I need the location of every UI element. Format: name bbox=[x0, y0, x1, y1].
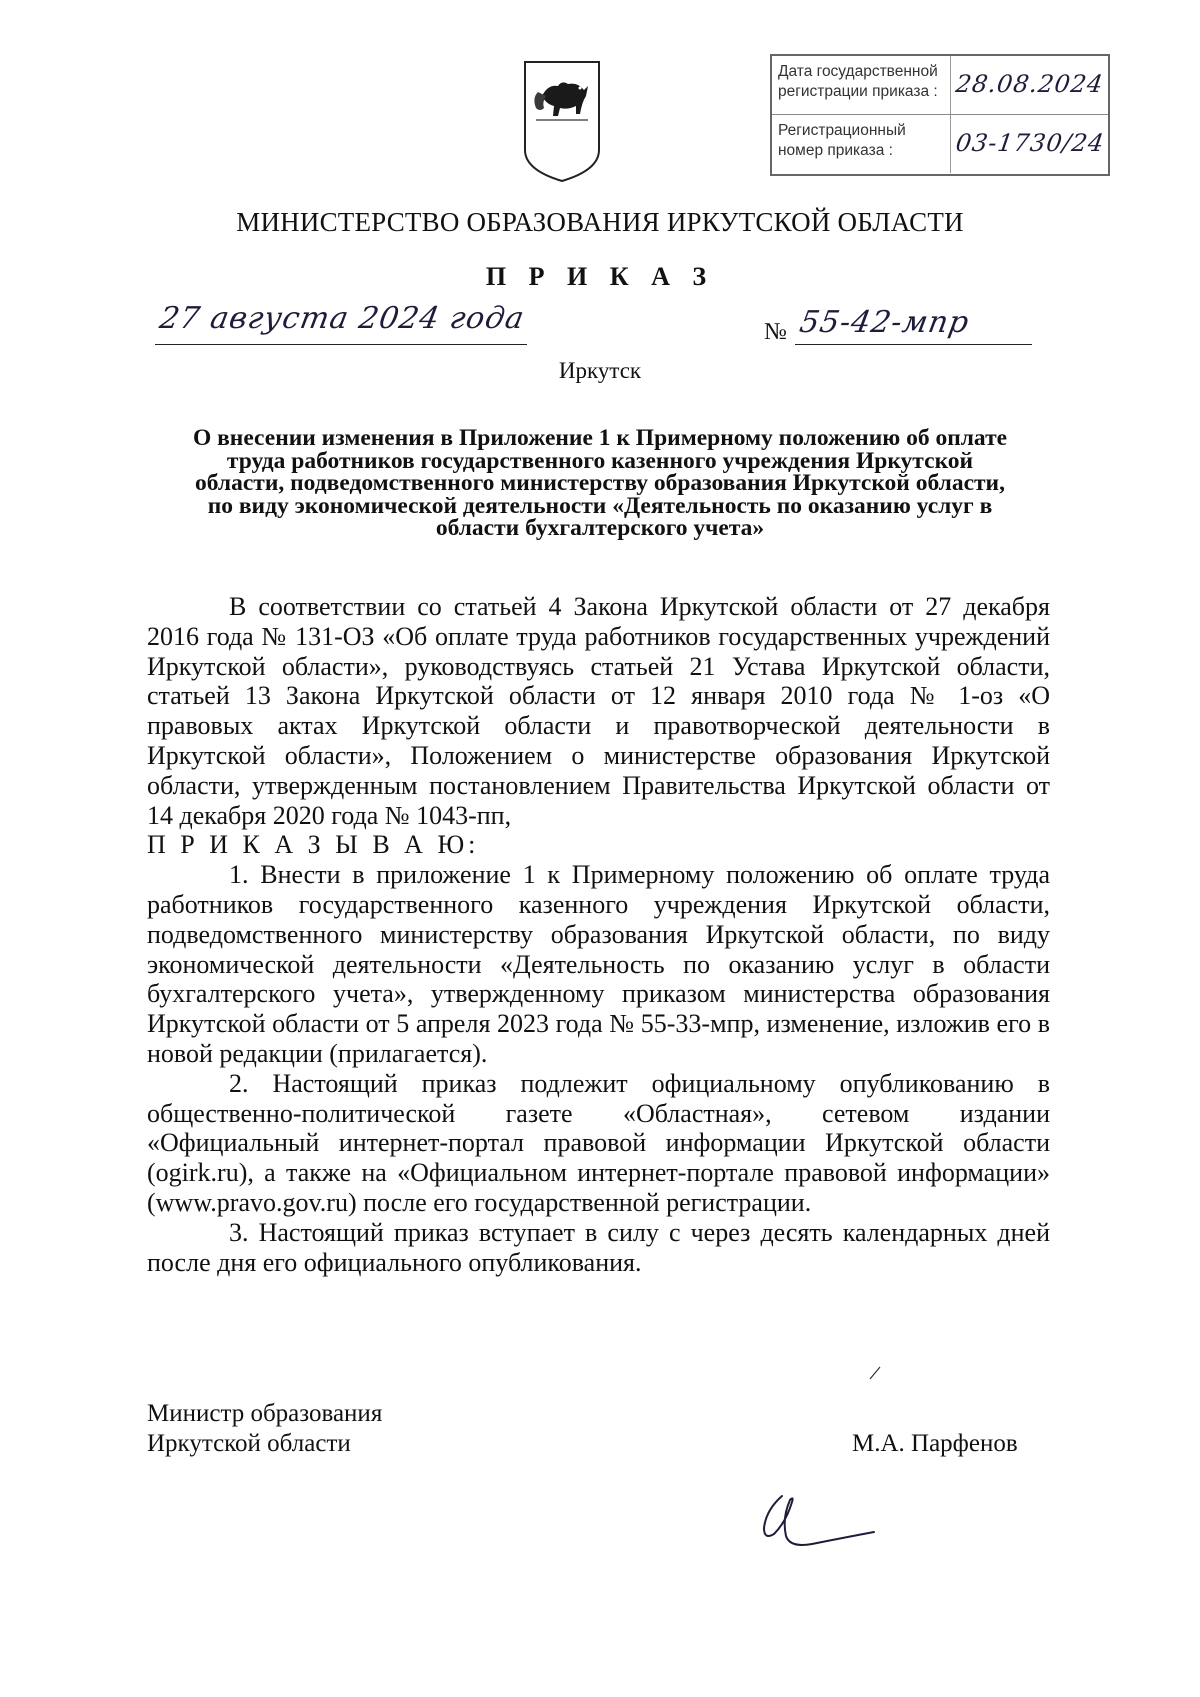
pen-mark-icon bbox=[868, 1365, 882, 1381]
ministry-name: МИНИСТЕРСТВО ОБРАЗОВАНИЯ ИРКУТСКОЙ ОБЛАСТИ bbox=[236, 207, 964, 237]
title-line: области, подведомственного министерству образования Иркутской области, bbox=[195, 470, 1005, 496]
item-2-paragraph: 2. Настоящий приказ подлежит официальному опубликованию в общественно-политической газете «Областная», сетевом издании «Официальный интернет-портал правовой информации Иркутской области (ogirk.ru), а также на «Официальном интернет-портале правовой информации» (www.pravo.gov.ru) после его государственной регистрации. bbox=[147, 1068, 1050, 1217]
registration-number-label-line1: Регистрационный bbox=[778, 122, 906, 139]
signatory-name: М.А. Парфенов bbox=[852, 1430, 1018, 1457]
registration-date-separator bbox=[950, 56, 951, 114]
registration-number-value: 03-1730/24 bbox=[954, 129, 1107, 157]
order-date-handwritten: 27 августа 2024 года bbox=[156, 301, 528, 336]
order-number-handwritten: 55-42-мпр bbox=[796, 305, 973, 340]
registration-date-value: 28.08.2024 bbox=[954, 70, 1106, 98]
registration-stamp bbox=[770, 54, 1110, 176]
registration-number-separator bbox=[950, 115, 951, 173]
registration-number-row bbox=[772, 115, 1108, 173]
item-3-paragraph: 3. Настоящий приказ вступает в силу с через десять календарных дней после дня его официального опубликования. bbox=[147, 1217, 1050, 1277]
registration-date-label-line1: Дата государственной bbox=[778, 63, 938, 80]
city-name: Иркутск bbox=[558, 358, 642, 383]
order-date-underline bbox=[155, 344, 527, 345]
coat-of-arms-icon bbox=[522, 58, 602, 184]
title-line: О внесении изменения в Приложение 1 к Примерному положению об оплате bbox=[192, 425, 1008, 451]
registration-date-row bbox=[772, 56, 1108, 115]
registration-date-label bbox=[778, 62, 950, 102]
title-line: труда работников государственного казенного учреждения Иркутской bbox=[226, 447, 974, 474]
signatory-position-line2: Иркутской области bbox=[147, 1430, 351, 1457]
registration-number-label-line2: номер приказа : bbox=[778, 142, 893, 159]
document-body bbox=[147, 592, 1050, 1277]
document-title bbox=[140, 427, 1060, 540]
preamble-paragraph: В соответствии со статьей 4 Закона Иркутской области от 27 декабря 2016 года № 131-ОЗ «Об оплате труда работников государственных учреждений Иркутской области», руководствуясь статьей 21 Устава Иркутской области, статьей 13 Закона Иркутской области от 12 января 2010 года № 1-оз «О правовых актах Иркутской области и правотворческой деятельности в Иркутской области», Положением о министерстве образования Иркутской области, утвержденным постановлением Правительства Иркутской области от 14 декабря 2020 года № 1043-пп, bbox=[147, 592, 1050, 830]
registration-date-label-line2: регистрации приказа : bbox=[778, 83, 938, 100]
decree-heading: П Р И К А З Ы В А Ю: bbox=[147, 830, 480, 860]
signatory-position bbox=[147, 1399, 382, 1459]
document-type: П Р И К А З bbox=[485, 262, 715, 291]
registration-number-label bbox=[778, 121, 950, 161]
signatory-position-line1: Министр образования bbox=[147, 1400, 383, 1427]
title-line: области бухгалтерского учета» bbox=[435, 515, 765, 541]
order-number-sign: № bbox=[764, 319, 787, 345]
handwritten-signature-icon bbox=[752, 1488, 882, 1558]
title-line: по виду экономической деятельности «Деятельность по оказанию услуг в bbox=[207, 492, 993, 519]
item-1-paragraph: 1. Внести в приложение 1 к Примерному положению об оплате труда работников государственного казенного учреждения Иркутской области, подведомственного министерству образования Иркутской области, по виду экономической деятельности «Деятельность по оказанию услуг в области бухгалтерского учета», утвержденному приказом министерства образования Иркутской области от 5 апреля 2023 года № 55-33-мпр, изменение, изложив его в новой редакции (прилагается). bbox=[147, 860, 1050, 1068]
order-number-underline bbox=[795, 344, 1032, 345]
